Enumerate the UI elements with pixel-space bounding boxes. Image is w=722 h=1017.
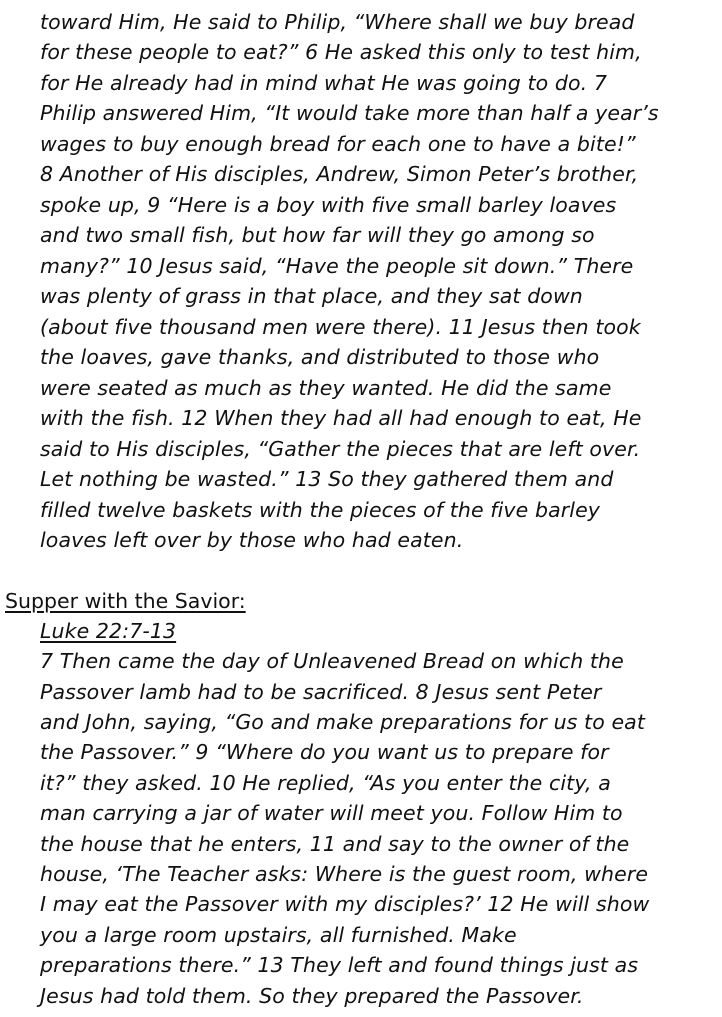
passage-line: many?” 10 Jesus said, “Have the people sit down.” There [40, 254, 634, 278]
passage-line: for He already had in mind what He was going to do. 7 [40, 71, 607, 95]
passage-line: said to His disciples, “Gather the pieces that are left over. [40, 437, 641, 461]
passage-line: filled twelve baskets with the pieces of the five barley [40, 498, 601, 522]
passage-line: the house that he enters, 11 and say to the owner of the [40, 832, 630, 856]
passage-line: wages to buy enough bread for each one to have a bite!” [40, 132, 636, 156]
passage-line: with the fish. 12 When they had all had enough to eat, He [40, 406, 642, 430]
passage-line: 7 Then came the day of Unleavened Bread on which the [40, 649, 624, 673]
passage-line: house, ‘The Teacher asks: Where is the guest room, where [40, 862, 649, 886]
passage-line: (about five thousand men were there). 11 Jesus then took [40, 315, 641, 339]
passage-line: Philip answered Him, “It would take more than half a year’s [40, 101, 659, 125]
passage-line: loaves left over by those who had eaten. [40, 528, 464, 552]
passage-line: 8 Another of His disciples, Andrew, Simon Peter’s brother, [40, 162, 639, 186]
scripture-reference: Luke 22:7-13 [40, 619, 177, 643]
passage-line: the loaves, gave thanks, and distributed to those who [40, 345, 600, 369]
passage-line: it?” they asked. 10 He replied, “As you enter the city, a [40, 771, 611, 795]
passage-line: I may eat the Passover with my disciples?’ 12 He will show [40, 892, 650, 916]
passage-line: the Passover.” 9 “Where do you want us to prepare for [40, 740, 609, 764]
passage-line: and John, saying, “Go and make preparations for us to eat [40, 710, 645, 734]
passage-line: toward Him, He said to Philip, “Where shall we buy bread [40, 10, 635, 34]
passage-line: was plenty of grass in that place, and they sat down [40, 284, 583, 308]
passage-line: preparations there.” 13 They left and found things just as [40, 953, 639, 977]
passage-line: and two small fish, but how far will they go among so [40, 223, 595, 247]
passage-line: for these people to eat?” 6 He asked this only to test him, [40, 40, 642, 64]
section-heading: Supper with the Savior: [5, 589, 246, 613]
passage-line: Let nothing be wasted.” 13 So they gathered them and [40, 467, 614, 491]
passage-line: spoke up, 9 “Here is a boy with five small barley loaves [40, 193, 617, 217]
passage-line: Jesus had told them. So they prepared the Passover. [40, 984, 584, 1008]
passage-line: Passover lamb had to be sacrificed. 8 Jesus sent Peter [40, 680, 602, 704]
passage-line: were seated as much as they wanted. He did the same [40, 376, 612, 400]
passage-line: man carrying a jar of water will meet you. Follow Him to [40, 801, 623, 825]
passage-line: you a large room upstairs, all furnished. Make [40, 923, 517, 947]
